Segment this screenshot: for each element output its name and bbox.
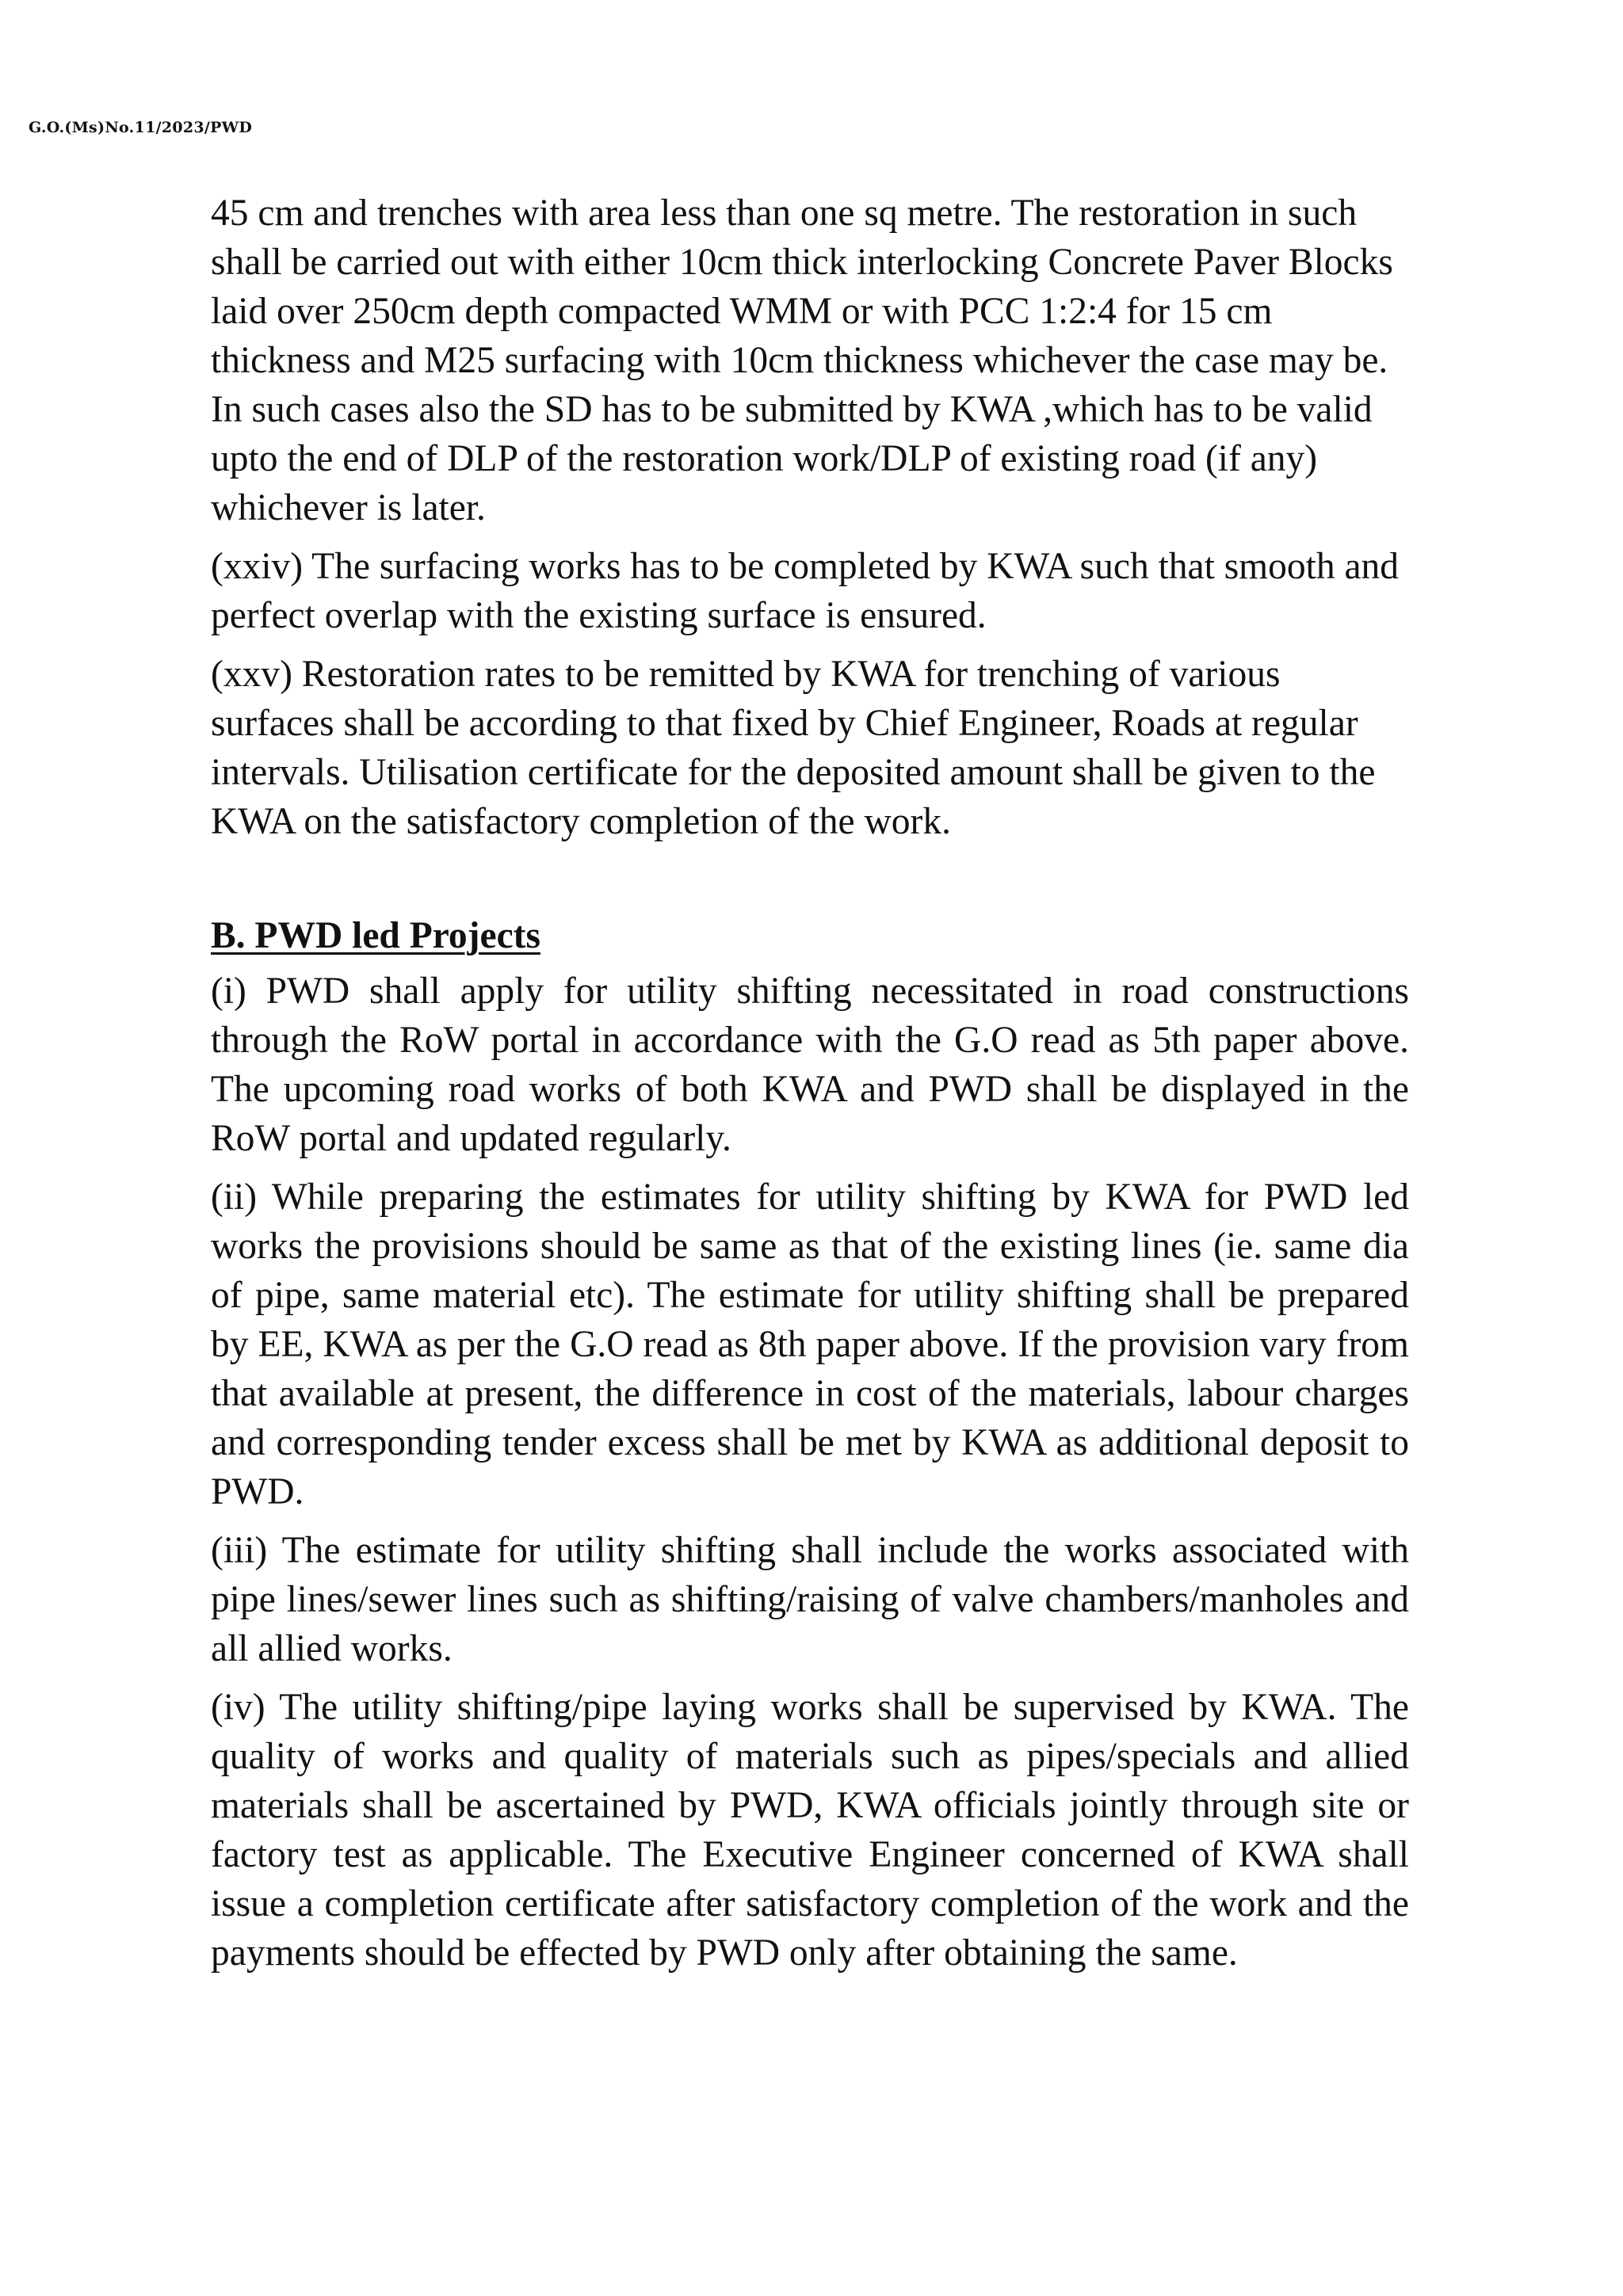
- section-heading-pwd-led-projects: B. PWD led Projects: [211, 915, 540, 956]
- paragraph-ii: (ii) While preparing the estimates for utility shifting by KWA for PWD led works the provisions should be same as that of the existing lines (ie. same dia of pipe, same material etc). The estimate for utility shifting shall be prepared by EE, KWA as per the G.O read as 8th paper above. If the provision vary from that available at present, the difference in cost of the materials, labour charges and corresponding tender excess shall be met by KWA as additional deposit to PWD.: [211, 1177, 1409, 1512]
- document-body: [211, 189, 1409, 1987]
- paragraph-xxv: (xxv) Restoration rates to be remitted by KWA for trenching of various surfaces shall be according to that fixed by Chief Engineer, Roads at regular intervals. Utilisation certificate for the deposited amount shall be given to the KWA on the satisfactory completion of the work.: [211, 654, 1376, 842]
- paragraph-i: (i) PWD shall apply for utility shifting necessitated in road constructions through the RoW portal in accordance with the G.O read as 5th paper above. The upcoming road works of both KWA and PWD shall be displayed in the RoW portal and updated regularly.: [211, 971, 1409, 1159]
- paragraph-xxiv: (xxiv) The surfacing works has to be completed by KWA such that smooth and perfect overlap with the existing surface is ensured.: [211, 546, 1400, 636]
- section-spacer: [211, 856, 1409, 911]
- paragraph-iii: (iii) The estimate for utility shifting shall include the works associated with pipe lines/sewer lines such as shifting/raising of valve chambers/manholes and all allied works.: [211, 1530, 1409, 1669]
- go-reference: G.O.(Ms)No.11/2023/PWD: [29, 119, 253, 136]
- paragraph-iv: (iv) The utility shifting/pipe laying works shall be supervised by KWA. The quality of works and quality of materials such as pipes/specials and allied materials shall be ascertained by PWD, KWA officials jointly through site or factory test as applicable. The Executive Engineer concerned of KWA shall issue a completion certificate after satisfactory completion of the work and the payments should be effected by PWD only after obtaining the same.: [211, 1687, 1409, 1974]
- paragraph-continuation: 45 cm and trenches with area less than one sq metre. The restoration in such shall be carried out with either 10cm thick interlocking Concrete Paver Blocks laid over 250cm depth compacted WMM or with PCC 1:2:4 for 15 cm thickness and M25 surfacing with 10cm thickness whichever the case may be. In such cases also the SD has to be submitted by KWA ,which has to be valid upto the end of DLP of the restoration work/DLP of existing road (if any) whichever is later.: [211, 193, 1393, 528]
